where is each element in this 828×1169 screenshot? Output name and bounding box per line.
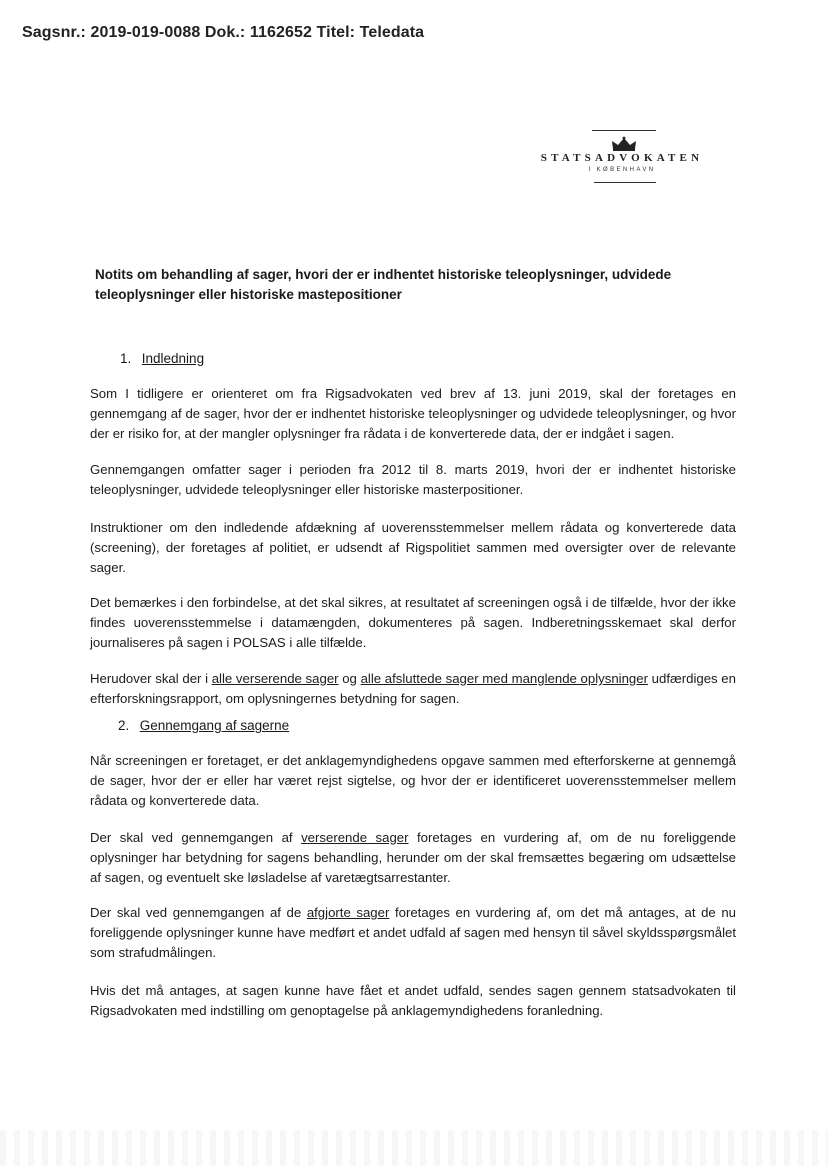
crown-icon bbox=[610, 136, 638, 152]
paragraph-5-text-a: Herudover skal der i bbox=[90, 671, 212, 686]
paragraph-5-text-c: udfærdiges en efterforskningsrapport, om oplysningernes betydning for sagen. bbox=[90, 671, 736, 706]
paragraph-6: Når screeningen er foretaget, er det anklagemyndighedens opgave sammen med efterforskerne at gennemgå de sager, hvor der er eller har været rejst sigtelse, og hvor der er identificeret uoverensstemmelser mellem rådata og konverterede data. bbox=[90, 753, 736, 808]
paragraph-8-text-b: foretages en vurdering af, om det må antages, at de nu foreliggende oplysninger kunne have medført et andet udfald af sagen med hensyn til såvel skyldsspørgsmålet som strafudmålingen. bbox=[90, 905, 737, 960]
document-title: Notits om behandling af sager, hvori der er indhentet historiske teleoplysninger, udvidede teleoplysninger eller historiske mastepositioner bbox=[95, 267, 672, 302]
section-number: 1. bbox=[120, 351, 132, 366]
paragraph-7 bbox=[90, 828, 736, 888]
section-title: Gennemgang af sagerne bbox=[139, 718, 290, 733]
paragraph-8-text-a: Der skal ved gennemgangen af de bbox=[90, 905, 307, 920]
statsadvokaten-logo bbox=[504, 126, 740, 188]
paragraph-7-underline: verserende sager bbox=[301, 830, 409, 845]
case-header: Sagsnr.: 2019-019-0088 Dok.: 1162652 Titel: Teledata bbox=[22, 24, 425, 41]
paragraph-3: Instruktioner om den indledende afdækning af uoverensstemmelser mellem rådata og konverterede data (screening), der foretages af politiet, er udsendt af Rigspolitiet sammen med oversigter over de relevante sager. bbox=[90, 520, 736, 575]
section-title: Indledning bbox=[141, 351, 205, 366]
paragraph-4: Det bemærkes i den forbindelse, at det skal sikres, at resultatet af screeningen også i de tilfælde, hvor der ikke findes uoverensstemmelse i datamængden, dokumenteres på sagen. Indberetningsskemaet skal derfor journaliseres på sagen i POLSAS i alle tilfælde. bbox=[90, 595, 736, 650]
paragraph-5 bbox=[90, 669, 736, 709]
section-heading-2 bbox=[118, 716, 289, 736]
paragraph-5-text-b: og bbox=[338, 671, 361, 686]
paragraph-8-underline: afgjorte sager bbox=[306, 905, 390, 920]
paragraph-8 bbox=[90, 903, 736, 963]
paragraph-5-underline-1: alle verserende sager bbox=[211, 671, 339, 686]
logo-rule-top bbox=[592, 130, 656, 131]
paragraph-7-text-b: foretages en vurdering af, om de nu foreliggende oplysninger har betydning for sagens behandling, herunder om der skal fremsættes begæring om udsættelse af sagen, og eventuelt ske løsladelse af varetægtsarrestanter. bbox=[90, 830, 736, 885]
paragraph-2: Gennemgangen omfatter sager i perioden fra 2012 til 8. marts 2019, hvori der er indhentet historiske teleoplysninger, udvidede teleoplysninger eller historiske masterpositioner. bbox=[90, 462, 736, 497]
section-heading-1 bbox=[120, 349, 204, 369]
logo-org-city: I KØBENHAVN bbox=[588, 167, 656, 173]
paragraph-1: Som I tidligere er orienteret om fra Rigsadvokaten ved brev af 13. juni 2019, skal der foretages en gennemgang af de sager, hvor der er indhentet historiske teleoplysninger og udvidede teleoplysninger, og hvor der er risiko for, at der mangler oplysninger fra rådata i de konverterede data, der er indgået i sagen. bbox=[90, 386, 736, 441]
paragraph-7-text-a: Der skal ved gennemgangen af bbox=[90, 830, 302, 845]
scan-noise-strip bbox=[0, 1130, 828, 1166]
section-number: 2. bbox=[118, 718, 130, 733]
logo-rule-bottom bbox=[594, 182, 656, 183]
paragraph-9: Hvis det må antages, at sagen kunne have fået et andet udfald, sendes sagen gennem statsadvokaten til Rigsadvokaten med indstilling om genoptagelse på anklagemyndighedens foranledning. bbox=[90, 983, 736, 1018]
logo-org-name: STATSADVOKATEN bbox=[540, 152, 704, 164]
paragraph-5-underline-2: alle afsluttede sager med manglende oplysninger bbox=[360, 671, 648, 686]
